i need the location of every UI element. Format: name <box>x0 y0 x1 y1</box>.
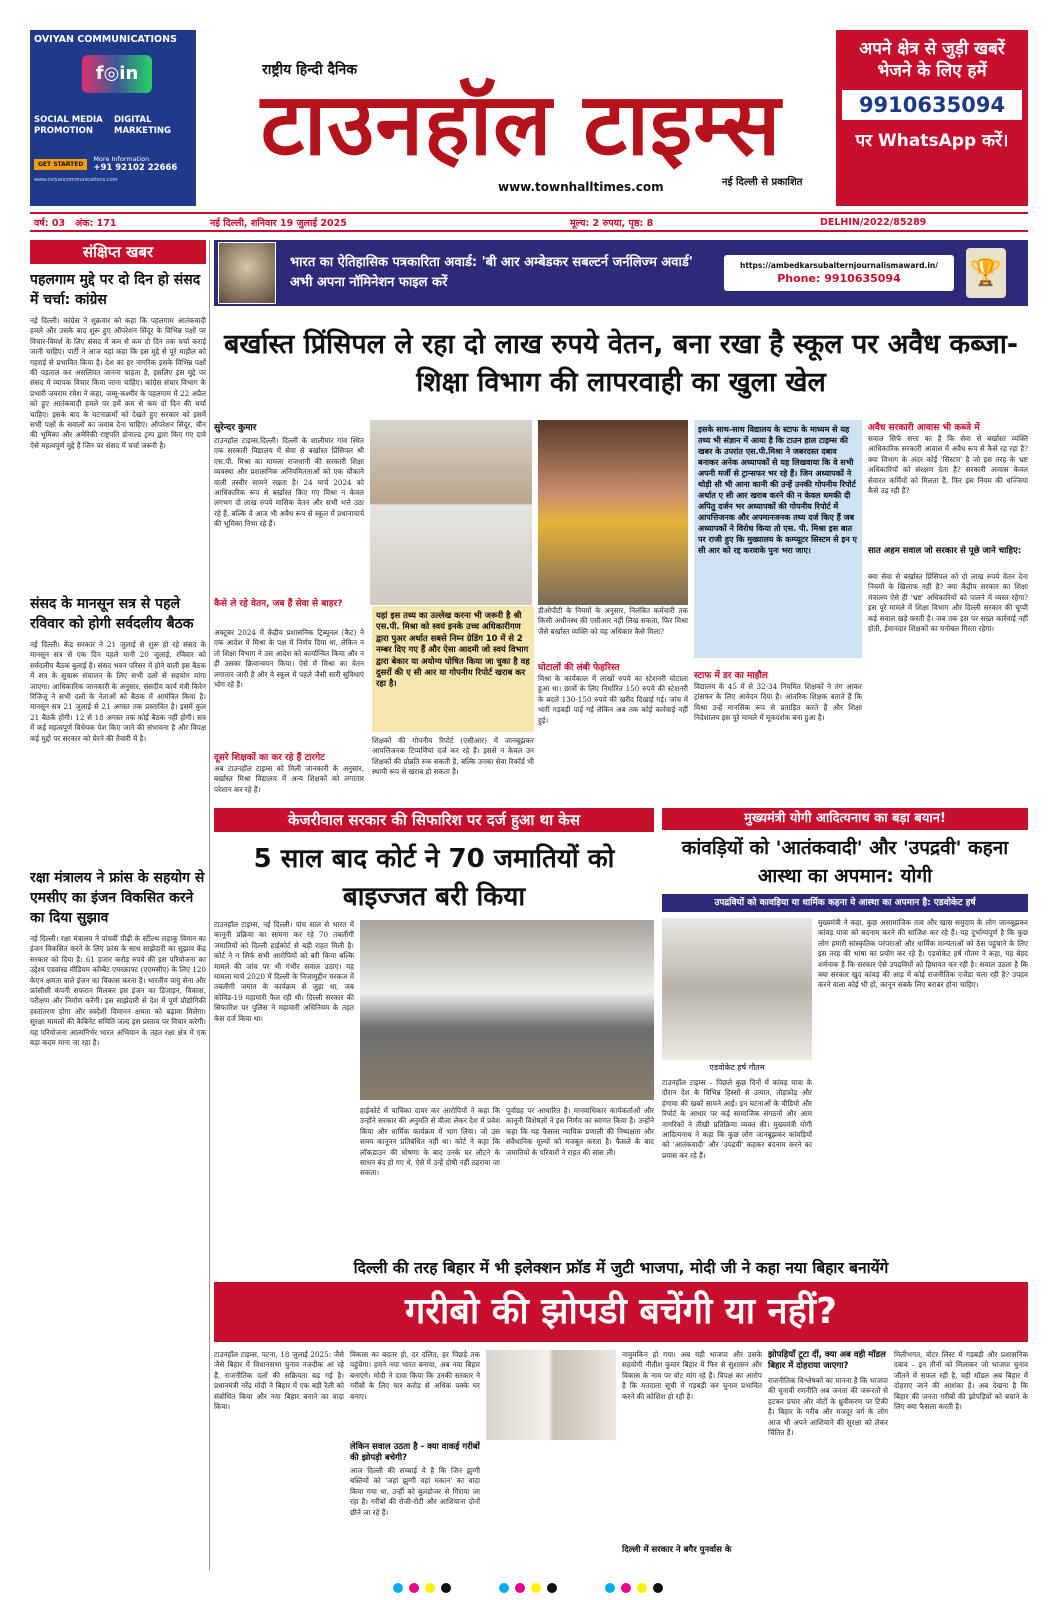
banner-text: भारत का ऐतिहासिक पत्रकारिता अवार्ड: 'बी आर अम्बेडकर सबल्टर्न जर्नलिज्म अवार्ड' अभी अपना नॉमिनेशन फाइल करें <box>290 255 693 290</box>
issue-date: नई दिल्ली, शनिवार 19 जुलाई 2025 <box>210 217 347 229</box>
left-ad-line1: SOCIAL MEDIA PROMOTION <box>34 115 103 136</box>
kejriwal-body-1: टाउनहॉल टाइम्स, नई दिल्ली। पांच साल से भारत में कानूनी प्रक्रिया का सामना कर रहे 70 तबलीगी जमातियों को दिल्ली हाईकोर्ट से बड़ी राहत मिली है। कोर्ट ने न सिर्फ सभी आरोपियों को बरी किया बल्कि मामले की जांच पर भी गंभीर सवाल उठाए। यह मामला मार्च 2020 में दिल्ली के निजामुद्दीन मरकज में तबलीगी जमात के कार्यक्रम से जुड़ा था, जब कोविड-19 महामारी फैल रही थी। दिल्ली सरकार की सिफारिश पर पुलिस ने महामारी अधिनियम के तहत केस दर्ज किया था। <box>214 920 354 1023</box>
kejriwal-body-3: पूर्वाग्रह पर आधारित है। मानवाधिकार कार्यकर्ताओं और कानूनी विशेषज्ञों ने इस निर्णय का स्वागत किया है। उन्होंने कहा कि यह फैसला न्यायिक प्रणाली की निष्पक्षता और संवैधानिक मूल्यों को मजबूत करता है। फैसले के बाद जमातियों के परिवारों ने राहत की सांस ली। <box>506 1106 654 1157</box>
yogi-strip: मुख्यमंत्री योगी आदित्यनाथ का बड़ा बयान! <box>662 808 1028 830</box>
bihar-body-3: आज दिल्ली की सच्चाई ये है कि जिन झुग्गी बस्तियों को 'जहां झुग्गी वहां मकान' का वादा किया गया था, उन्हीं को बुलडोजर से गिराया जा रहा है। गरीबों की रोजी-रोटी और आशियाना दोनों छीने जा रहे हैं। <box>350 1466 480 1517</box>
lead-highlight-box: यहां इस तथ्य का उल्लेख करना भी जरूरी है श्री एस.पी. मिश्रा को स्वयं इनके उच्च अधिकारीगण द्वारा पुअर अर्थात सबसे निम्न ग्रेडिंग 10 में से 2 नम्बर दिए गए हैं और ऐसा आदमी जो स्वयं विभाग द्वारा बेकार या अयोग्य घोषित किया जा चुका है वह दुसरों की ए सी आर या गोपनीय रिपोर्ट खराब कर रहा है। <box>372 606 534 732</box>
right-ad-line1: अपने क्षेत्र से जुड़ी खबरें भेजने के लिए हमें <box>859 39 1005 81</box>
left-ad-company: OVIYAN COMMUNICATIONS <box>34 34 177 45</box>
principal-photo <box>370 420 532 605</box>
lead-subhead-5: अवैध सरकारी आवास भी कब्जे में <box>868 423 980 433</box>
bihar-body-4: नामुमकिन हो गया। अब यही भाजपा और उसके सहयोगी नीतीश कुमार बिहार में फिर से सुशासन और विकास के नाम पर वोट मांग रहे हैं। विपक्ष का आरोप है कि मतदाता सूची में गड़बड़ी कर चुनाव प्रभावित करने की कोशिश हो रही है। <box>622 1350 762 1401</box>
issue-number: वर्ष: 03 अंक: 171 <box>34 217 117 229</box>
trophy-icon: 🏆 <box>966 248 1006 298</box>
sidebar-story-headline[interactable]: रक्षा मंत्रालय ने फ्रांस के सहयोग से एमसीए का इंजन विकसित करने का दिया सुझाव <box>30 870 205 926</box>
lead-body-5: डीओपीटी के नियमों के अनुसार, निलंबित कर्मचारी तक किसी अधीनस्थ की एसीआर नहीं लिख सकता, फिर मिश्रा जैसे बर्खास्त व्यक्ति को यह अधिकार कैसे मिला? <box>538 606 688 636</box>
yogi-headline[interactable]: कांवड़ियों को 'आतंकवादी' और 'उपद्रवी' कहना आस्था का अपमान: योगी <box>681 837 1009 887</box>
print-registration-marks <box>0 1578 1056 1592</box>
bihar-headline-main[interactable]: गरीबो की झोपडी बचेंगी या नहीं? <box>214 1282 1028 1342</box>
sidebar <box>30 270 206 1570</box>
kejriwal-strip: केजरीवाल सरकार की सिफारिश पर दर्ज हुआ था केस <box>214 808 654 832</box>
published-from: नई दिल्ली से प्रकाशित <box>722 177 803 188</box>
yogi-body-2: मुख्यमंत्री ने कहा, कुछ असामाजिक तत्व और खास समुदाय के लोग जानबूझकर कांवड़ यात्रा को बदनाम करने की साजिश कर रहे हैं। यह दुर्भाग्यपूर्ण है कि कुछ लोग हमारी सांस्कृतिक परंपराओं और धार्मिक मान्यताओं को ठेस पहुंचाने के लिए इस तरह की भाषा का प्रयोग कर रहे हैं। एडवोकेट हर्ष गौतम ने कहा, यह बेहद शर्मनाक है कि सरकार ऐसे उपद्रवियों को हिमायत कर रही है। सवाल उठता है कि क्या सरकार खुद कांवड़ की आड़ में कोई राजनीतिक एजेंडा चला रही है? उपद्रव करने वाला कोई भी हो, कानून सबके लिए बराबर होना चाहिए। <box>818 918 1028 990</box>
registration-number: DELHIN/2022/85289 <box>820 216 927 228</box>
modi-nitish-photo <box>486 1350 616 1440</box>
left-ad-site[interactable]: www.oviyancommunications.com <box>34 177 118 183</box>
sidebar-story-headline[interactable]: संसद के मानसून सत्र से पहले रविवार को होगी सर्वदलीय बैठक <box>30 596 194 632</box>
sidebar-story-body: नई दिल्ली। केंद्र सरकार ने 21 जुलाई से शुरू हो रहे संसद के मानसून सत्र से एक दिन पहले यानी 20 जुलाई, रविवार को सर्वदलीय बैठक बुलाई है। संसद भवन परिसर में होने वाली इस बैठक में सत्र के सुचारू संचालन के लिए सभी दलों से सहयोग मांगा जाएगा। आधिकारिक जानकारी के अनुसार, संसदीय कार्य मंत्री किरेन रिजिजू ने सभी दलों के नेताओं को बैठक में आमंत्रित किया है। मानसून सत्र 21 जुलाई से 21 अगस्त तक प्रस्तावित है। इसमें कुल 21 बैठकें होंगी। 12 से 18 अगस्त तक कोई बैठक नहीं होगी। सत्र में कई महत्वपूर्ण विधेयक पेश किए जाने की संभावना है और विपक्ष कई मुद्दों पर सरकार को घेरने की तैयारी में है। <box>30 640 206 743</box>
masthead-title: टाउनहॉल टाइम्स <box>260 75 782 175</box>
bihar-body-6: मिलीभगत, वोटर लिस्ट में गड़बड़ी और प्रशासनिक दबाव – इन तीनों को मिलाकर जो भाजपा चुनाव जीतने में सफल रही है, वही मॉडल अब बिहार में दोहराए जाने की आशंका है। अब देखना है कि बिहार की जनता गरीबों की झोपड़ियों को बचाने के लिए क्या फैसला करती है। <box>894 1350 1028 1412</box>
banner-url[interactable]: https://ambedkarsubalternjournalismaward.in/ <box>740 261 938 270</box>
lead-subhead-3: घोटालों की लंबी फेहरिस्त <box>538 663 620 673</box>
bihar-body-2: विकास का बदतर हो, दर दलित, हर पिछड़े तक पहुंचेगा। हमने नया भारत बनाया, अब नया बिहार बनाएंगे। मोदी ने दावा किया कि उनकी सरकार ने गरीबों के लिए चार करोड़ से अधिक पक्के घर बनाए। <box>350 1350 480 1401</box>
bihar-headline-top[interactable]: दिल्ली की तरह बिहार में भी इलेक्शन फ्रॉड में जुटी भाजपा, मोदी जी ने कहा नया बिहार बनायेंगे <box>353 1259 889 1277</box>
award-banner[interactable] <box>214 240 1028 306</box>
right-ad-line2: पर WhatsApp करें। <box>855 131 1009 151</box>
lead-subhead-6: सात अहम सवाल जो सरकार से पूछे जाने चाहिए: <box>868 546 1022 556</box>
banner-phone: Phone: 9910635094 <box>777 272 901 285</box>
lead-blue-box: इसके साथ-साथ विद्यालय के स्टाफ के माध्यम से यह तथ्य भी संज्ञान में आया है कि टाउन हाल टाइम्स की खबर के उपरांत एस.पी.मिश्रा ने जबरदस्त दबाव बनाकर अनेक अध्यापकों से यह लिखवाया कि वे सभी अपनी मर्जी से ट्रान्सफर भर रहे हैं। जिन अध्यापकों ने थोड़ी सी भी आना कानी की उन्हें उनकी गोपनीय रिपोर्ट अर्थात ए सी आर खराब करने की न केवल धमकी दी अपितु दर्जन भर अध्यापकों की गोपनीय रिपोर्ट में आपत्तिजनक और अपमानजनक तथ्य दर्ज किए हैं जब अध्यापकों ने विरोध किया तो एस. पी. मिश्रा इस बात पर राजी हुए कि मुख्यालय के कम्प्यूटर सिस्टम से इन ए सी आर को रद्द करवाके पुनः भरा जाए। <box>694 420 862 658</box>
left-ad-phone: +91 92102 22666 <box>93 163 178 173</box>
lead-body-8: सवाल सिर्फ सत्ता का है कि सेवा से बर्खास्त व्यक्ति आधिकारिक सरकारी आवास में अवैध रूप से कैसे रह रहा है? क्या विभाग के अंदर कोई 'सिस्टम' है जो इस तरह के भ्रष्ट अधिकारियों को संरक्षण देता है? सरकारी आवास केवल सेवारत कर्मियों को मिलता है, फिर इस नियम की धज्जियां कैसे उड़ रही हैं? <box>868 434 1028 496</box>
bihar-subhead-2: झोपड़ियाँ टूटा दीं, क्या अब वही मॉडल बिहार में दोहराया जाएगा? <box>768 1350 886 1371</box>
sidebar-section-title: संक्षिप्त खबर <box>30 240 206 264</box>
left-ad-line2: DIGITAL MARKETING <box>114 115 172 136</box>
masthead-website[interactable]: www.townhalltimes.com <box>498 180 664 194</box>
bihar-body-5: राजनीतिक विश्लेषकों का मानना है कि भाजपा की चुनावी रणनीति अब जनता की जरूरतों से हटकर प्रचार और वोटों के ध्रुवीकरण पर टिकी है। बिहार के गरीब और मजदूर वर्ग के लोग आज भी अपने आशियाने की सुरक्षा को लेकर चिंतित हैं। <box>768 1376 888 1438</box>
left-ad-more-info: More Information <box>93 155 150 163</box>
lead-headline[interactable]: बर्खास्त प्रिंसिपल ले रहा दो लाख रुपये वेतन, बना रखा है स्कूल पर अवैध कब्जा-शिक्षा विभाग की लापरवाही का खुला खेल <box>223 329 1019 398</box>
masthead-tagline: राष्ट्रीय हिन्दी दैनिक <box>262 62 358 78</box>
info-bar <box>30 212 1028 232</box>
woman-speaker-photo <box>538 420 688 605</box>
bihar-subhead-1: लेकिन सवाल उठता है - क्या वाकई गरीबों की झोपड़ी बचेगी? <box>350 1442 480 1463</box>
advocate-photo <box>662 918 812 1060</box>
get-started-button[interactable]: GET STARTED <box>34 159 87 170</box>
sidebar-divider <box>209 240 210 1570</box>
lead-body-2: अक्टूबर 2024 में केंद्रीय प्रशासनिक ट्रिब्यूनल (कैट) ने एक आदेश में मिश्रा के पक्ष में निर्णय दिया था, लेकिन न तो शिक्षा विभाग ने उस आदेश को कार्यान्वित किया और न ही उसका क्रियान्वयन किया। ऐसे में मिश्रा का वेतन लगातार जारी है और वे स्कूल में पहले जैसी सारी सुविधाएं भोग रहे हैं। <box>214 628 364 690</box>
lead-subhead-2: दूसरे शिक्षकों का कर रहे हैं टारगेट <box>214 753 325 763</box>
kejriwal-body-2: हाईकोर्ट में याचिका दायर कर आरोपियों ने कहा कि उन्होंने सरकार की अनुमति से वीजा लेकर देश में प्रवेश किया और धार्मिक कार्यक्रम में भाग लिया। जो उस समय कानूनन प्रतिबंधित नहीं था। कोर्ट ने कहा कि लॉकडाउन की घोषणा के बाद उनके घर लौटने के साधन बंद हो गए थे, ऐसे में उन्हें दोषी नहीं ठहराया जा सकता। <box>360 1106 500 1178</box>
lead-body-3: अब टाउनहॉल टाइम्स को मिली जानकारी के अनुसार, बर्खास्त मिश्रा विद्यालय में अन्य शिक्षकों को लगातार परेशान कर रहे हैं। <box>214 764 364 794</box>
bihar-body-1: टाउनहॉल टाइम्स, पटना, 18 जुलाई 2025: जैसे जैसे बिहार में विधानसभा चुनाव नजदीक आ रहे हैं, राजनीतिक दलों की सक्रियता बढ़ गई है। प्रधानमंत्री नरेंद्र मोदी ने बिहार में एक बड़ी रैली को संबोधित किया और नया बिहार बनाने का वादा किया। <box>214 1350 344 1412</box>
sidebar-story-headline[interactable]: पहलगाम मुद्दे पर दो दिन हो संसद में चर्चा: कांग्रेस <box>30 272 201 308</box>
lead-subhead-4: स्टाफ में डर का माहौल <box>694 671 768 681</box>
sidebar-story-body: नई दिल्ली। कांग्रेस ने शुक्रवार को कहा कि पहलगाम आतंकवादी हमले और उसके बाद शुरू हुए ऑपरेशन सिंदूर के विभिन्न पक्षों पर विचार-विमर्श के लिए संसद में कम से कम दो दिन तक चर्चा कराई जानी चाहिए। पार्टी ने आज यहां कहा कि इस मुद्दे से पूरे माहौल को गहराई से प्रभावित किया है। देश का हर नागरिक इसके विभिन्न पक्षों की पड़ताल कर असलियत जानना चाहता है, इसलिए इस मुद्दे पर संसद में व्यापक विचार किया जाना चाहिए। कांग्रेस संचार विभाग के प्रभारी जयराम रमेश ने कहा, जम्मू-कश्मीर के पहलगाम में 22 अप्रैल को हुए आतंकवादी हमले पर हमें कम से कम दो दिन की चर्चा चाहिए। इसके बाद के घटनाक्रमों को देखते हुए सरकार को इसमें सभी पक्षों के सवालों का जवाब देना चाहिए। ऑपरेशन सिंदूर, चीन की भूमिका और अमेरिकी राष्ट्रपति डोनाल्ड ट्रम्प द्वारा किए गए दावे ऐसे महत्वपूर्ण मुद्दे हैं जिन पर संसद में चर्चा जरूरी है। <box>30 316 206 450</box>
issue-price: मूल्य: 2 रुपया, पृष्ठ: 8 <box>570 217 654 229</box>
left-ad[interactable] <box>30 30 196 206</box>
kejriwal-headline[interactable]: 5 साल बाद कोर्ट ने 70 जमातियों को बाइज्जत बरी किया <box>253 844 615 912</box>
lead-subhead-1: कैसे ले रहे वेतन, जब हैं सेवा से बाहर? <box>214 599 343 609</box>
lead-body-4: शिक्षकों की गोपनीय रिपोर्ट (एसीआर) में जानबूझकर आपत्तिजनक टिप्पणियां दर्ज कर रहे हैं। इससे न केवल उन शिक्षकों की प्रोन्नति रुक सकती है, बल्कि उनका सेवा रिकॉर्ड भी स्थायी रूप से खराब हो सकता है। <box>372 736 534 777</box>
lead-body-6: मिश्रा के कार्यकाल में लाखों रुपये का स्टेशनरी घोटाला हुआ था। छात्रों के लिए निर्धारित 150 रुपये की स्टेशनरी के बदले 130-150 रुपये की खरीद दिखाई गई। जांच में भारी गड़बड़ी पाई गई लेकिन अब तक कोई कार्रवाई नहीं हुई। <box>538 674 688 725</box>
lead-body-9: क्या सेवा से बर्खास्त प्रिंसिपल को दो लाख रुपये वेतन देना नियमों के खिलाफ नहीं है? क्या केंद्रीय सरकार का शिक्षा मंत्रालय ऐसे ही 'भ्रष्ट' अधिकारियों को पालने में व्यस्त रहेगा? इस पूरे मामले में शिक्षा विभाग और दिल्ली सरकार की चुप्पी कई सवाल खड़े करती है। जब तक इस पर सख्त कार्रवाई नहीं होती, ईमानदार शिक्षकों का मनोबल गिरता रहेगा। <box>868 572 1028 634</box>
lead-body-7: विद्यालय के 45 में से 32-34 नियमित शिक्षकों ने तंग आकर ट्रांसफर के लिए आवेदन दिया है। आंतरिक शिक्षक बताते हैं कि मिश्रा उन्हें मानसिक रूप से प्रताड़ित करते हैं और शिक्षा निदेशालय इस पूरे मामले में मूकदर्शक बना हुआ है। <box>694 682 862 723</box>
social-icons: f◎in <box>82 55 152 93</box>
advocate-caption: एडवोकेट हर्ष गौतम <box>709 1063 765 1072</box>
right-ad[interactable] <box>836 30 1028 206</box>
ambedkar-portrait <box>218 242 276 304</box>
bihar-subhead-3: दिल्ली में सरकार ने बगैर पुनर्वास के <box>622 1545 732 1555</box>
lead-body-1: टाउनहॉल टाइम्स,दिल्ली। दिल्ली के शालीमार गांव स्थित एक सरकारी विद्यालय में सेवा से बर्खास्त प्रिंसिपल श्री एस.पी. मिश्रा का मामला राजधानी की सरकारी शिक्षा व्यवस्था और प्रशासनिक अनियमितताओं को एक चौंकाने वाली तस्वीर सामने रखता है। 24 मार्च 2024 को आधिकारिक रूप से बर्खास्त किए गए मिश्रा न केवल लगभग दो लाख रुपये मासिक वेतन और सभी भत्ते उठा रहे हैं, बल्कि वे आज भी अवैध रूप से स्कूल में प्रधानाचार्य की भूमिका निभा रहे हैं। <box>214 436 364 529</box>
sidebar-story-body: नई दिल्ली। रक्षा मंत्रालय ने पांचवीं पीढ़ी के स्टील्थ लड़ाकू विमान का इंजन विकसित करने के लिए फ्रांस के साथ साझेदारी का सुझाव केंद्र सरकार को दिया है। 61 हजार करोड़ रुपये की इस परियोजना का उद्देश्य एडवांस्ड मीडियम कॉम्बैट एयरक्राफ्ट (एएमसीए) के लिए 120 केएन क्षमता वाले इंजन का विकास करना है। भारतीय वायु सेना और फ्रांसीसी कंपनी सफरान मिलकर इस इंजन का डिजाइन, विकास, परीक्षण और निर्माण करेंगी। इस साझेदारी से देश में पूर्ण प्रौद्योगिकी हस्तांतरण होगा और स्वदेशी विमानन क्षमता को बढ़ावा मिलेगा। सुरक्षा मामलों की कैबिनेट समिति जल्द इस प्रस्ताव पर विचार करेगी। यह परियोजना आत्मनिर्भर भारत अभियान के तहत रक्षा क्षेत्र में एक बड़ा कदम माना जा रहा है। <box>30 934 206 1048</box>
lead-byline: सुरेन्दर कुमार <box>214 423 257 433</box>
jamaat-photo <box>360 920 654 1100</box>
right-ad-phone: 9910635094 <box>842 90 1022 120</box>
yogi-body-1: टाउनहॉल टाइम्स – पिछले कुछ दिनों में कांवड़ यात्रा के दौरान देश के विभिन्न हिस्सों से उत्पात, तोड़फोड़ और हंगामा की खबरें सामने आईं। इन घटनाओं के वीडियो और रिपोर्ट के आधार पर कई सामाजिक संगठनों और आम नागरिकों ने तीखी प्रतिक्रिया व्यक्त की। मुख्यमंत्री योगी आदित्यनाथ ने कहा कि कुछ लोग जानबूझकर कांवड़ियों को 'आतंकवादी' और 'उपद्रवी' कहकर बदनाम करने का प्रयास कर रहे हैं। <box>662 1078 812 1160</box>
yogi-subhead: उपद्रवियों को कावड़िया या धार्मिक कहना ये आस्था का अपमान है: एडवोकेट हर्ष <box>662 894 1028 912</box>
